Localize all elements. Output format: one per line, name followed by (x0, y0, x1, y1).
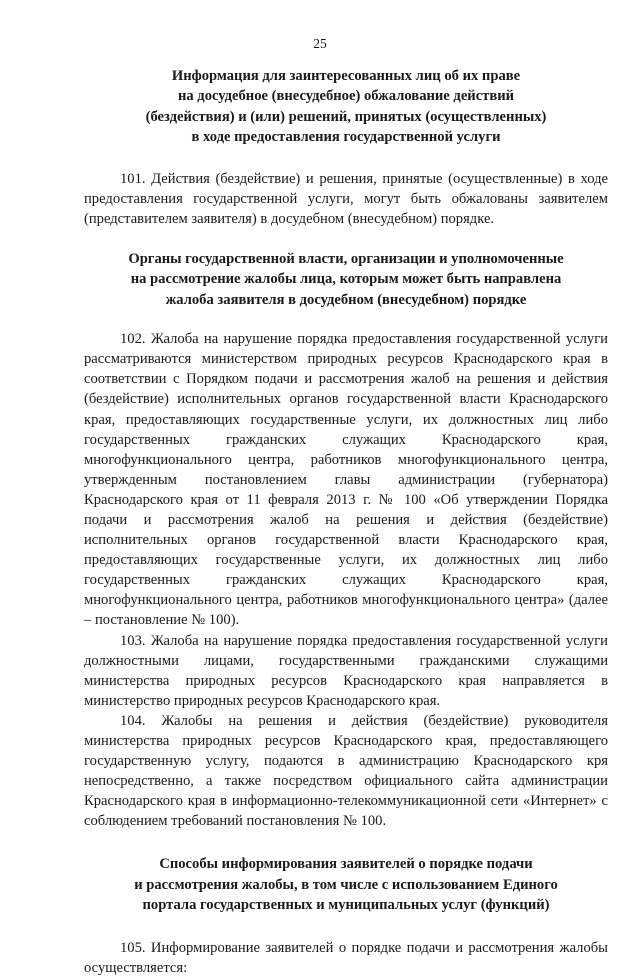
heading-line: Информация для заинтересованных лиц об их праве (171, 68, 521, 84)
heading-line: (бездействия) и (или) решений, принятых (осуществленных) (145, 108, 547, 125)
heading-line: и рассмотрения жалобы, в том числе с использованием Единого (134, 876, 558, 893)
paragraph-105: 105. Информирование заявителей о порядке подачи и рассмотрения жалобы осуществляется: (84, 939, 608, 976)
heading-line: Органы государственной власти, организации и уполномоченные (128, 250, 564, 267)
heading-line: в ходе предоставления государственной услуги (191, 129, 501, 146)
paragraph-104: 104. Жалобы на решения и действия (бездействие) руководителя министерства природных ресурсов Краснодарского края, предоставляющего государственную услугу, подаются в администрацию Краснодарского кря непосредственно, а также посредством официального сайта администрации Краснодарского края в информационно-телекоммуникационной сети «Интернет» с соблюдением требований постановления № 100. (84, 712, 608, 830)
page-number: 25 (313, 36, 327, 51)
paragraph-102: 102. Жалоба на нарушение порядка предоставления государственной услуги рассматриваются министерством природных ресурсов Краснодарского края в соответствии с Порядком подачи и рассмотрения жалоб на решения и действия (бездействие) исполнительных органов государственной власти Краснодарского края, предоставляющих государственные услуги, их должностных лиц либо государственных гражданских служащих Краснодарского края, многофункционального центра, работников многофункционального центра, утвержденным постановлением главы администрации (губернатора) Краснодарского края от 11 февраля 2013 г. № 100 «Об утверждении Порядка подачи и рассмотрения жалоб на решения и действия (бездействие) исполнительных органов государственной власти Краснодарского края, предоставляющих государственные услуги, их должностных лиц либо государственных гражданских служащих Краснодарского края, многофункционального центра, работников многофункционального центра» (далее – постановление № 100). (84, 331, 608, 629)
section-heading-appeal-rights (84, 66, 608, 148)
heading-line: на досудебное (внесудебное) обжалование действий (177, 88, 515, 105)
paragraph-101: 101. Действия (бездействие) и решения, принятые (осуществленные) в ходе предоставления государственной услуги, могут быть обжалованы заявителем (представителем заявителя) в досудебном (внесудебном) порядке. (84, 170, 608, 227)
heading-line: портала государственных и муниципальных услуг (функций) (142, 897, 550, 914)
section-heading-informing (84, 854, 608, 915)
heading-line: на рассмотрение жалобы лица, которым может быть направлена (130, 271, 562, 288)
document-body (84, 66, 608, 978)
heading-line: жалоба заявителя в досудебном (внесудебном) порядке (165, 291, 527, 308)
paragraph-103: 103. Жалоба на нарушение порядка предоставления государственной услуги должностными лицами, государственными гражданскими служащими министерства природных ресурсов Краснодарского края направляется в министерство природных ресурсов Краснодарского края. (84, 632, 608, 709)
heading-line: Способы информирования заявителей о порядке подачи (159, 856, 533, 873)
section-heading-authorities (84, 249, 608, 310)
